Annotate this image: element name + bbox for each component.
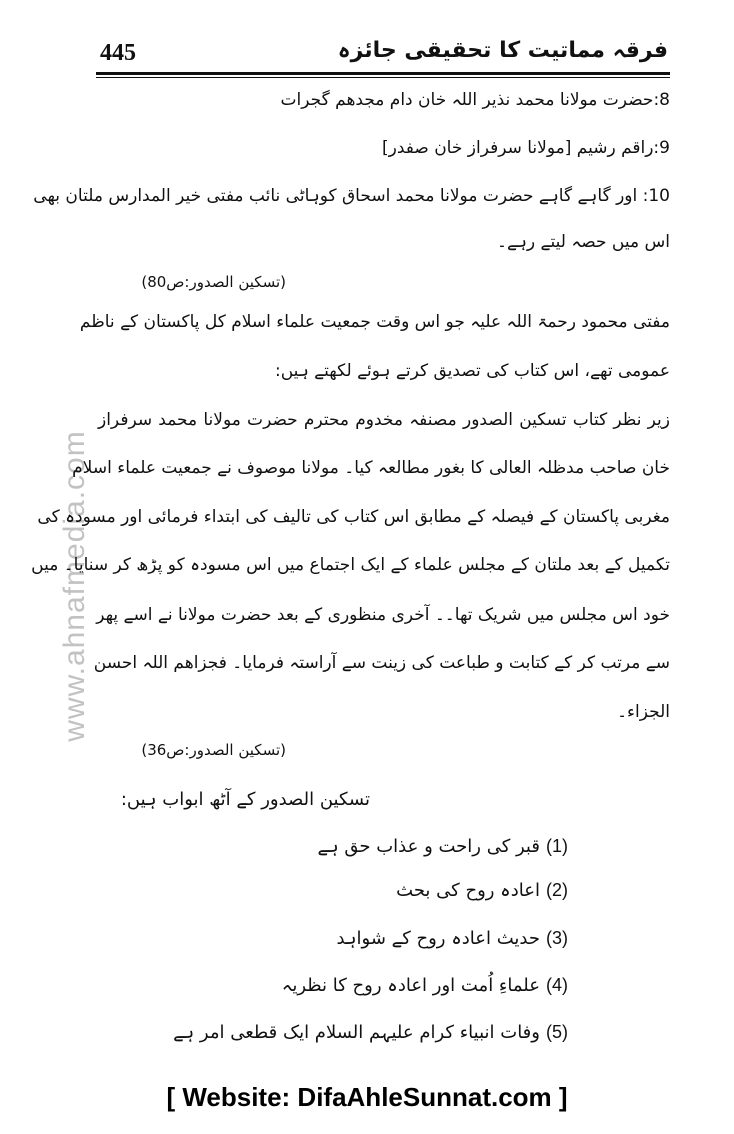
chapter-title: حدیث اعادہ روح کے شواہد	[336, 928, 540, 949]
quote-line-5: خود اس مجلس میں شریک تھا۔۔ آخری منظوری کے بعد حضرت مولانا نے اسے پھر	[96, 605, 670, 625]
quote-line-6: سے مرتب کر کے کتابت و طباعت کی زینت سے آراستہ فرمایا۔ فجزاھم اللہ احسن	[93, 653, 670, 673]
chapter-number: (3)	[545, 928, 568, 948]
list-item-10-continued: اس میں حصہ لیتے رہے۔	[497, 232, 670, 252]
chapter-item	[173, 1022, 568, 1043]
chapters-heading: تسکین الصدور کے آٹھ ابواب ہیں:	[120, 789, 370, 810]
chapter-item	[318, 836, 568, 857]
intro-line-2: عمومی تھے، اس کتاب کی تصدیق کرتے ہوئے لکھتے ہیں:	[275, 361, 670, 381]
citation-1: (تسکین الصدور:ص80)	[141, 273, 286, 291]
chapter-number: (2)	[545, 880, 568, 900]
chapter-title: علماءِ اُمت اور اعادہ روح کا نظریہ	[281, 975, 540, 996]
quote-line-4: تکمیل کے بعد ملتان کے مجلس علماء کے ایک اجتماع میں اس مسودہ کو پڑھ کر سنایا۔ میں	[31, 555, 670, 575]
intro-line-1: مفتی محمود رحمۃ اللہ علیہ جو اس وقت جمعیت علماء اسلام کل پاکستان کے ناظم	[79, 312, 670, 332]
chapter-item	[282, 975, 568, 996]
header-rule	[96, 72, 670, 75]
website-footer: [ Website: DifaAhleSunnat.com ]	[166, 1082, 568, 1112]
running-title: فرقہ مماتیت کا تحقیقی جائزہ	[337, 38, 668, 63]
quote-line-7: الجزاء۔	[617, 702, 670, 722]
page-number: 445	[100, 40, 136, 66]
list-item-10: 10: اور گاہے گاہے حضرت مولانا محمد اسحاق کوہاٹی نائب مفتی خیر المدارس ملتان بھی	[33, 186, 670, 206]
header-rule-thin	[96, 77, 670, 78]
chapter-title: قبر کی راحت و عذاب حق ہے	[317, 836, 540, 857]
list-item-8: 8:حضرت مولانا محمد نذیر اللہ خان دام مجدھم گجرات	[280, 90, 670, 110]
chapter-item	[337, 928, 568, 949]
chapter-number: (1)	[545, 836, 568, 856]
chapter-title: وفات انبیاء کرام علیہم السلام ایک قطعی امر ہے	[173, 1022, 540, 1043]
list-item-9: 9:راقم رشیم [مولانا سرفراز خان صفدر]	[381, 138, 670, 158]
quote-line-3: مغربی پاکستان کے فیصلہ کے مطابق اس کتاب کی تالیف کی ابتداء فرمائی اور مسودہ کی	[37, 507, 670, 527]
chapter-title: اعادہ روح کی بحث	[396, 880, 540, 901]
quote-line-1: زیر نظر کتاب تسکین الصدور مصنفہ مخدوم محترم حضرت مولانا محمد سرفراز	[98, 410, 670, 430]
watermark: www.ahnafmedia.com	[58, 430, 91, 742]
quote-line-2: خان صاحب مدظلہ العالی کا بغور مطالعہ کیا۔ مولانا موصوف نے جمعیت علماء اسلام	[72, 458, 670, 478]
chapter-number: (4)	[545, 975, 568, 995]
page-header	[96, 38, 668, 74]
citation-2: (تسکین الصدور:ص36)	[141, 741, 286, 759]
chapter-number: (5)	[545, 1022, 568, 1042]
chapter-item	[396, 880, 568, 901]
